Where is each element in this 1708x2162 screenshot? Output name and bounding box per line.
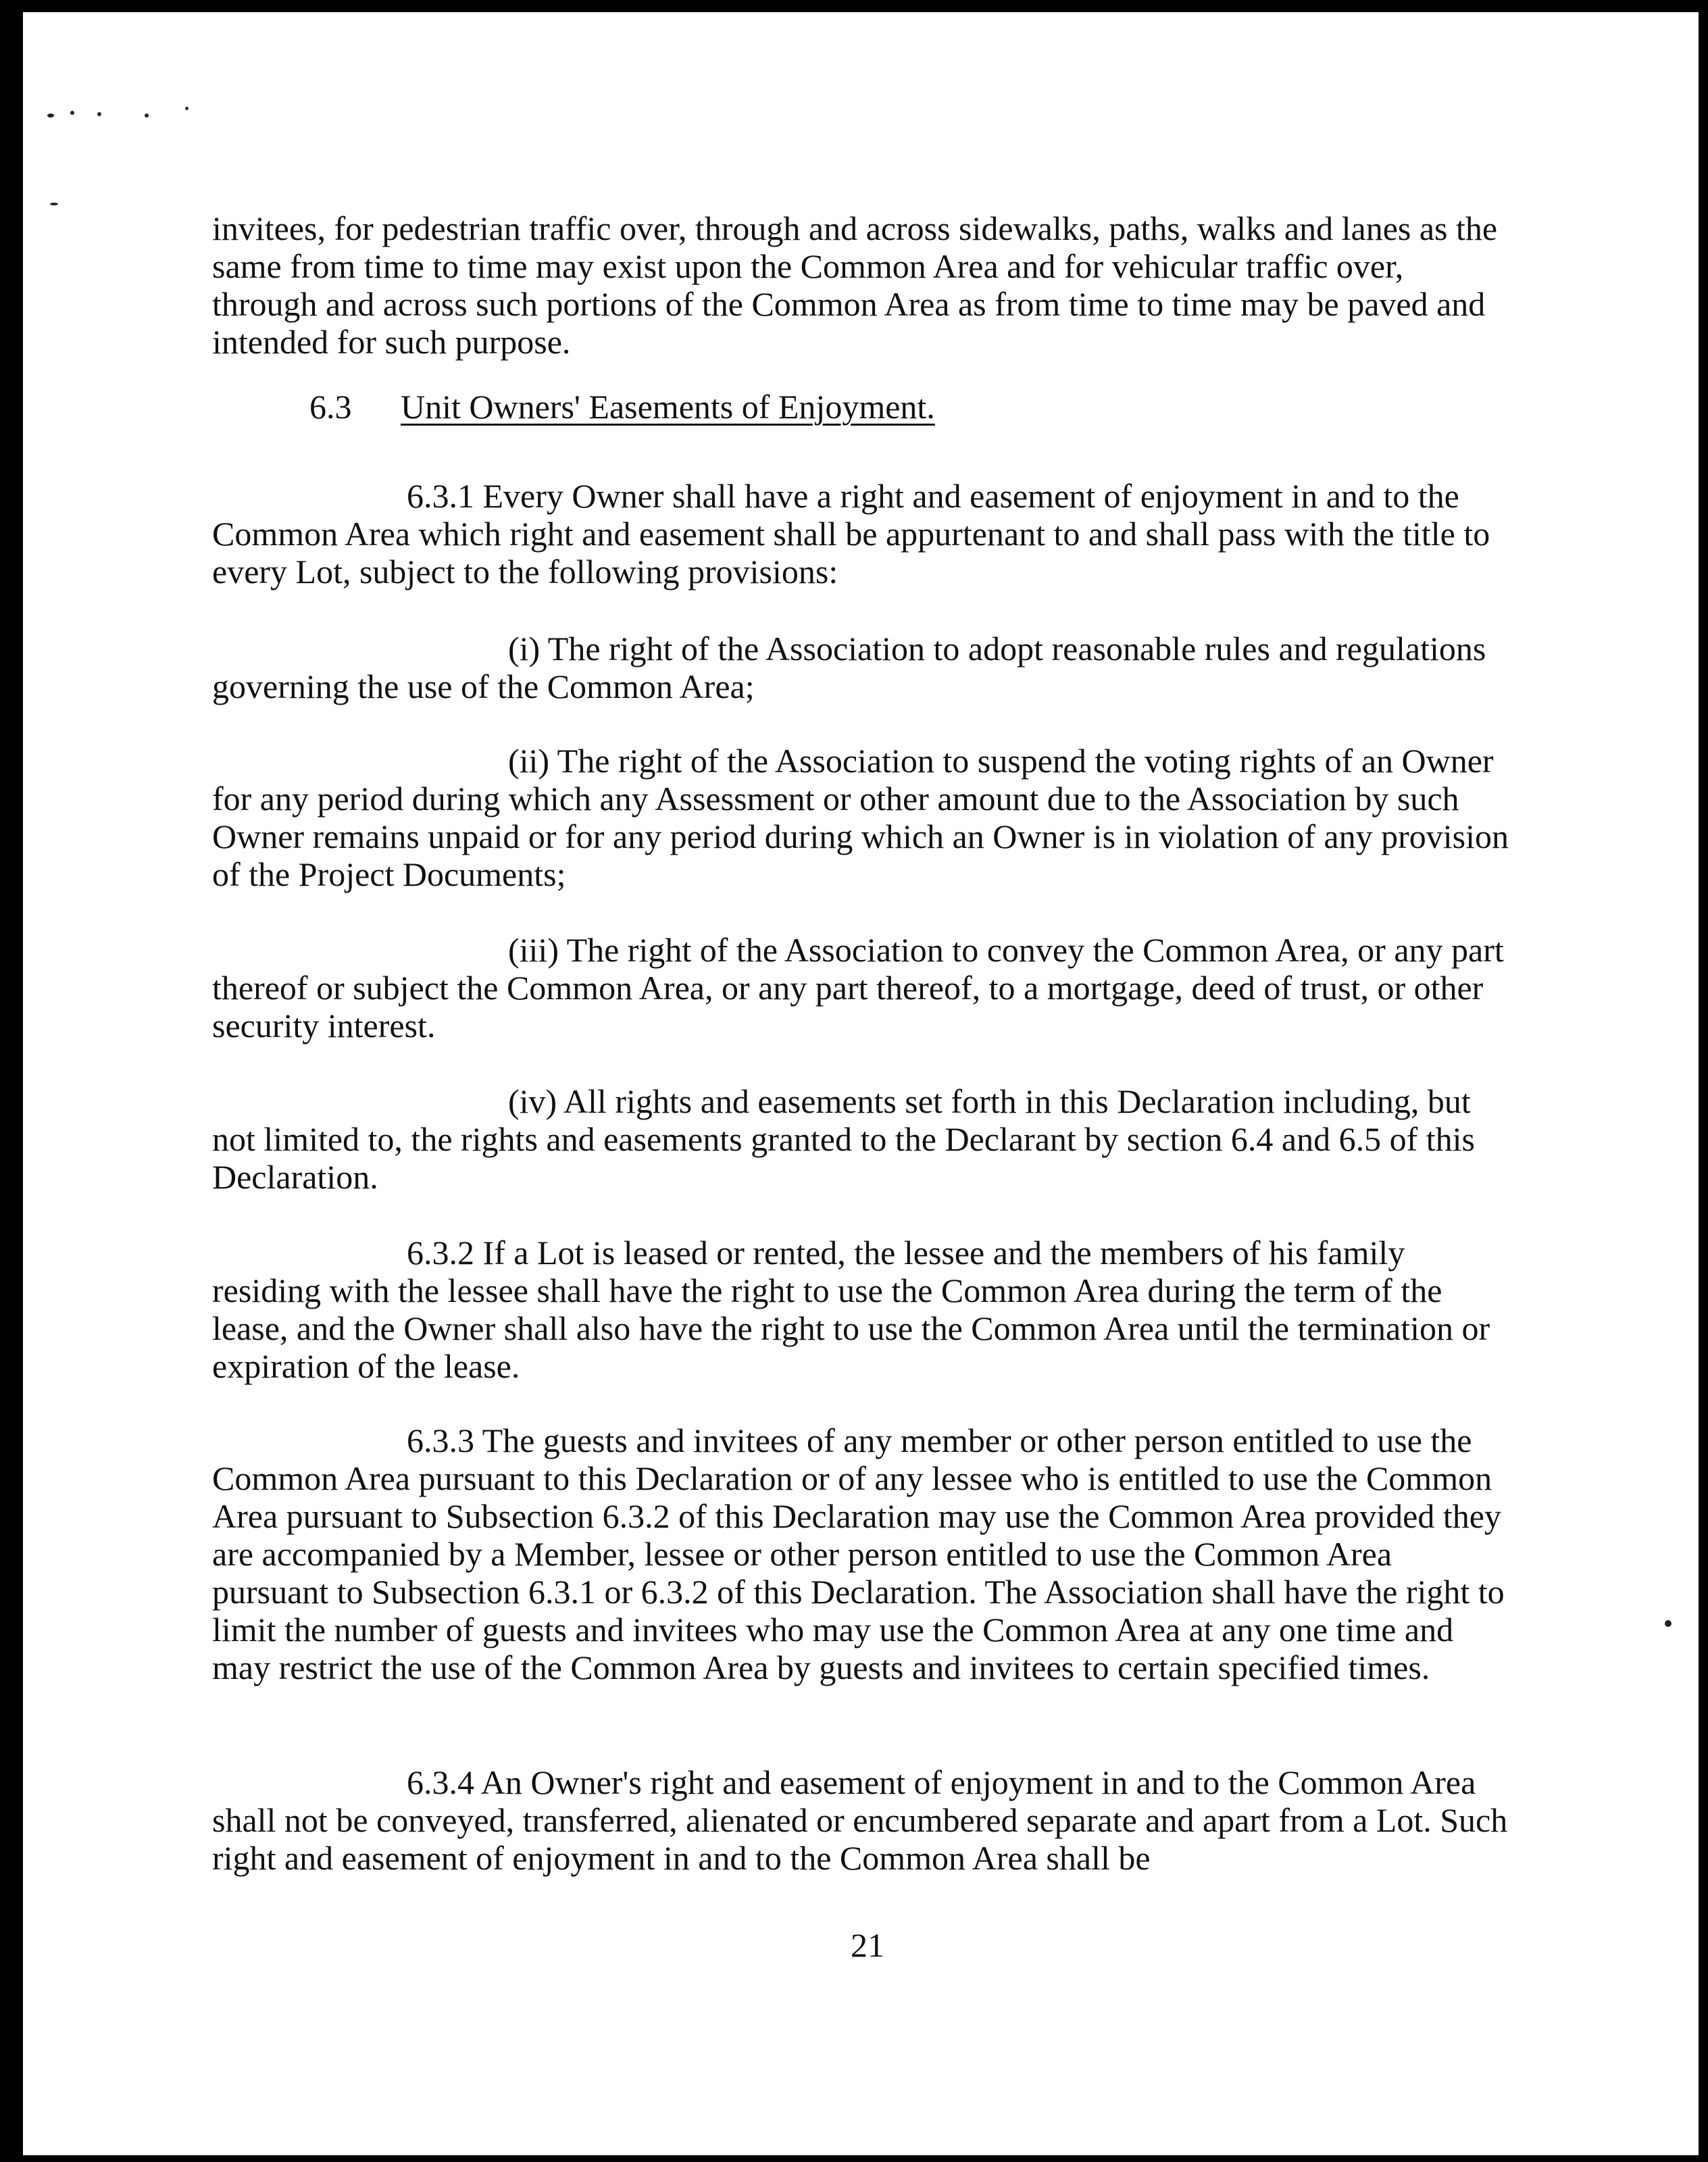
scan-speck [70, 111, 74, 115]
clause-iv: (iv) All rights and easements set forth in this Declaration including, but not limited to, the rights and easements granted to the Declarant by section 6.4 and 6.5 of this Declaration. [212, 1082, 1475, 1196]
paragraph-6-3-1: 6.3.1 Every Owner shall have a right and easement of enjoyment in and to the Common Area which right and easement shall be appurtenant to and shall pass with the title to every Lot, subject to the following provisions: [212, 477, 1490, 590]
paragraph-6-3-3: 6.3.3 The guests and invitees of any member or other person entitled to use the Common Area pursuant to this Declaration or of any lessee who is entitled to use the Common Area pursuant to Subsection 6.3.2 of this Declaration may use the Common Area provided they are accompanied by a Member, lessee or other person entitled to use the Common Area pursuant to Subsection 6.3.1 or 6.3.2 of this Declaration. The Association shall have the right to limit the number of guests and invitees who may use the Common Area at any one time and may restrict the use of the Common Area by guests and invitees to certain specified times. [212, 1422, 1505, 1686]
clause-ii: (ii) The right of the Association to suspend the voting rights of an Owner for any period during which any Assessment or other amount due to the Association by such Owner remains unpaid or for any period during which an Owner is in violation of any provision of the Project Documents; [212, 742, 1509, 893]
clause-i: (i) The right of the Association to adopt reasonable rules and regulations governing the use of the Common Area; [212, 630, 1486, 705]
document-page [23, 12, 1699, 2155]
scan-speck [50, 203, 58, 205]
section-heading [309, 388, 1526, 426]
paragraph-6-3-4: 6.3.4 An Owner's right and easement of enjoyment in and to the Common Area shall not be conveyed, transferred, alienated or encumbered separate and apart from a Lot. Such right and easement of enjoyment in and to the Common Area shall be [212, 1763, 1508, 1877]
scan-speck [185, 107, 189, 110]
paragraph-6-3-2: 6.3.2 If a Lot is leased or rented, the lessee and the members of his family residing with the lessee shall have the right to use the Common Area during the term of the lease, and the Owner shall also have the right to use the Common Area until the termination or expiration of the lease. [212, 1234, 1490, 1385]
intro-paragraph: invitees, for pedestrian traffic over, through and across sidewalks, paths, walks and lanes as the same from time to time may exist upon the Common Area and for vehicular traffic over, through and across such portions of the Common Area as from time to time may be paved and intended for such purpose. [212, 209, 1498, 361]
scan-speck [145, 114, 149, 118]
section-number: 6.3 [309, 388, 352, 426]
clause-iii: (iii) The right of the Association to convey the Common Area, or any part thereof or subject the Common Area, or any part thereof, to a mortgage, deed of trust, or other security interest. [212, 931, 1504, 1045]
section-title: Unit Owners' Easements of Enjoyment. [401, 388, 935, 426]
page-number: 21 [851, 1926, 884, 1964]
scan-speck [1665, 1620, 1672, 1627]
scan-speck [47, 114, 54, 118]
scan-speck [97, 112, 101, 116]
